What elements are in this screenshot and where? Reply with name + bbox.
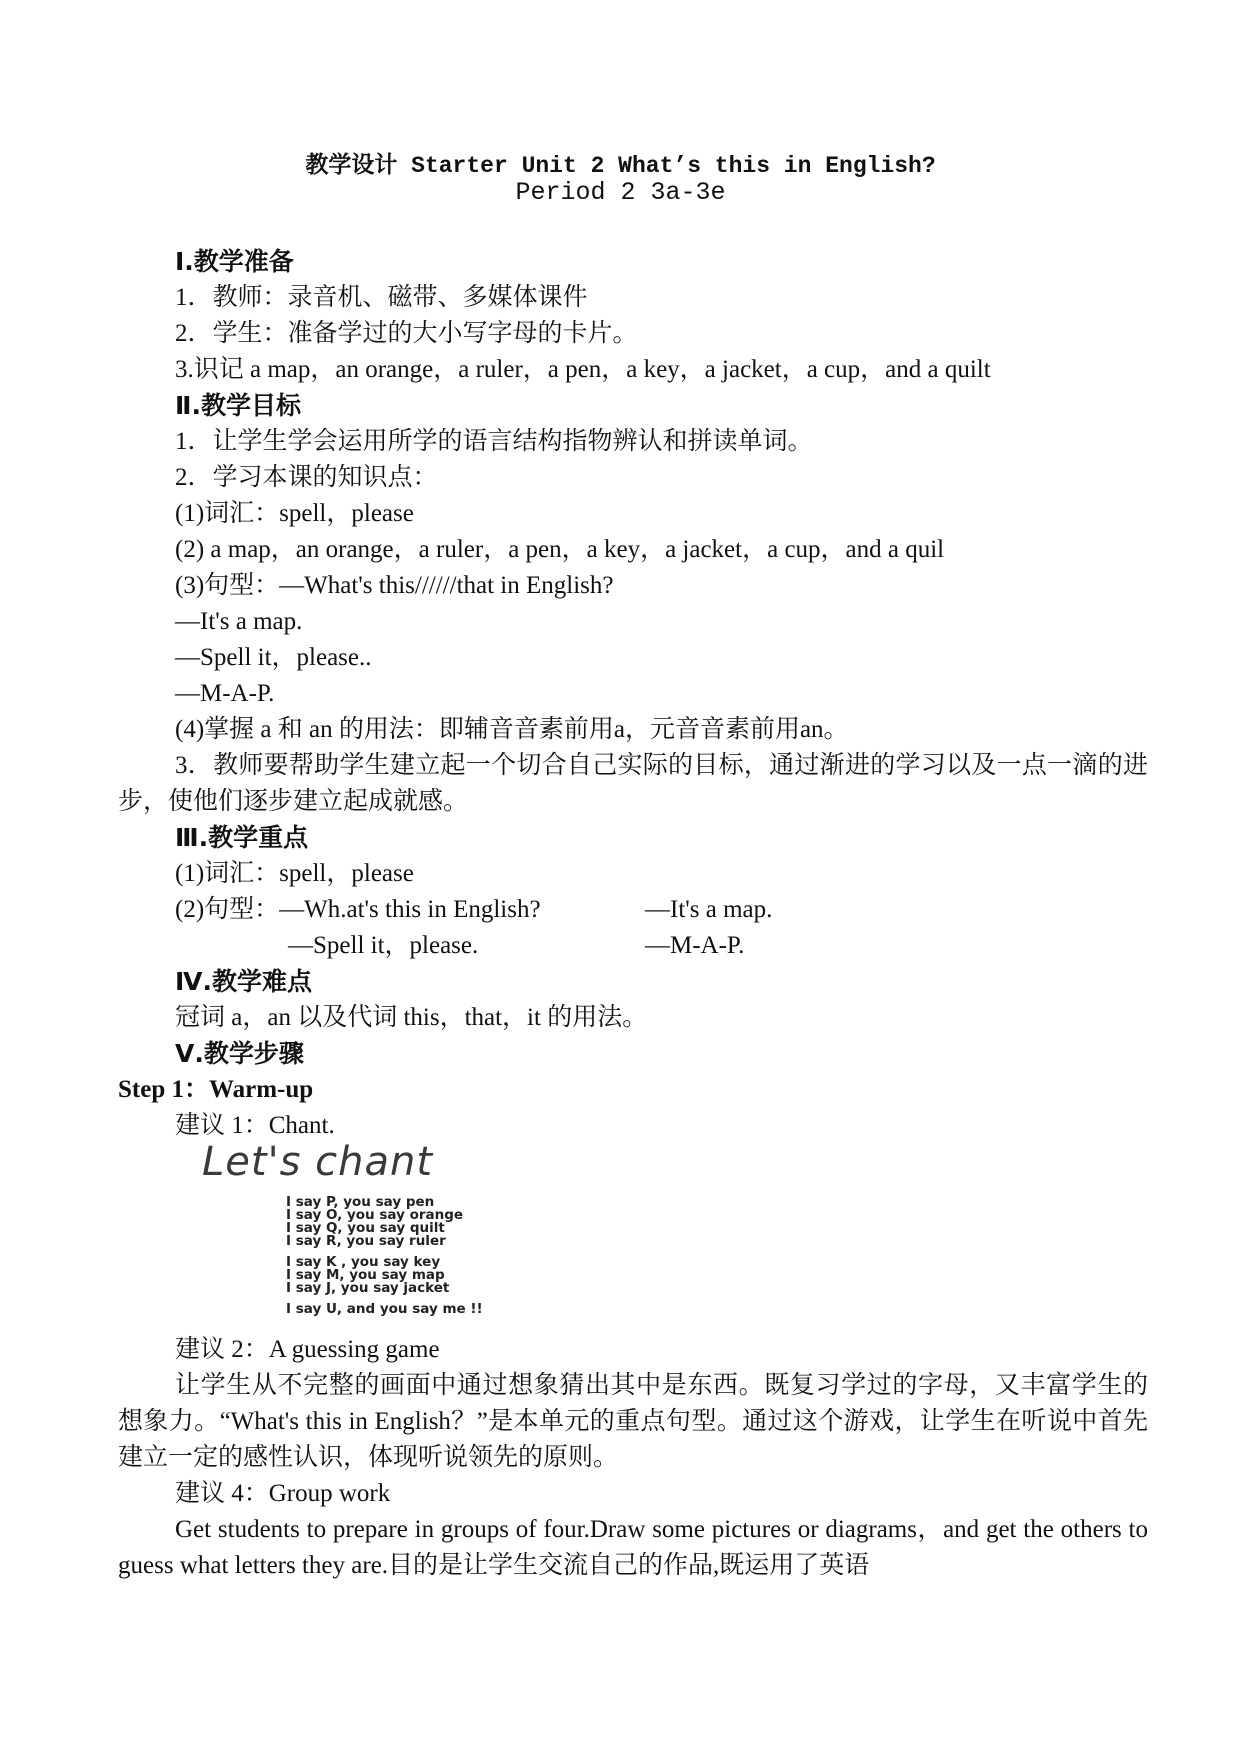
objective-item: 3．教师要帮助学生建立起一个切合自己实际的目标，通过渐进的学习以及一点一滴的进步，使他们逐步建立起成就感。 xyxy=(118,752,1148,815)
prep-item-student: 2．学生：准备学过的大小写字母的卡片。 xyxy=(175,320,638,347)
objective-item: 1．让学生学会运用所学的语言结构指物辨认和拼读单词。 xyxy=(175,428,813,455)
page-subtitle: Period 2 3a-3e xyxy=(515,178,726,207)
key-point-pattern-d: —M-A-P. xyxy=(645,932,745,959)
section-heading-preparation: Ⅰ.教学准备 xyxy=(175,247,294,276)
section-heading-key-points: Ⅲ.教学重点 xyxy=(175,823,309,852)
key-point-pattern-row xyxy=(118,892,1148,928)
suggestion-guessing-game: 建议 2：A guessing game xyxy=(175,1336,440,1363)
chant-title: Let's chant xyxy=(202,1139,434,1185)
group-work-text: Get students to prepare in groups of four.Draw some pictures or diagrams，and get the others to guess what letters they are.目的是让学生交流自己的作品,既运用了英语 xyxy=(118,1516,1148,1579)
objective-item: —M-A-P. xyxy=(175,680,275,707)
chant-line: I say K , you say key xyxy=(286,1254,441,1270)
objective-item: (4)掌握 a 和 an 的用法：即辅音音素前用a，元音音素前用an。 xyxy=(175,716,849,743)
chant-line: I say U, and you say me !! xyxy=(286,1301,483,1317)
prep-item-vocab: 3.识记 a map，an orange，a ruler，a pen，a key，a jacket，a cup，and a quilt xyxy=(175,356,991,383)
key-point-pattern-a: (2)句型：—Wh.at's this in English? xyxy=(175,896,541,923)
objective-item: 2．学习本课的知识点： xyxy=(175,464,438,491)
chant-line: I say M, you say map xyxy=(286,1267,445,1283)
chant-line: I say J, you say jacket xyxy=(286,1280,450,1296)
section-heading-steps: Ⅴ.教学步骤 xyxy=(175,1039,304,1068)
suggestion-group-work: 建议 4：Group work xyxy=(175,1480,391,1507)
key-point-pattern-row xyxy=(118,928,1148,964)
chant-line: I say Q, you say quilt xyxy=(286,1220,445,1236)
chant-lines xyxy=(286,1196,483,1316)
key-point-pattern-c: —Spell it，please. xyxy=(288,932,479,959)
difficulty-text: 冠词 a，an 以及代词 this，that，it 的用法。 xyxy=(175,1004,648,1031)
objective-item: (1)词汇：spell，please xyxy=(175,500,414,527)
objective-item: —It's a map. xyxy=(175,608,303,635)
page-title: 教学设计 Starter Unit 2 What’s this in English? xyxy=(305,153,936,179)
chant-image xyxy=(190,1139,590,1332)
suggestion-chant: 建议 1：Chant. xyxy=(175,1112,335,1139)
key-point-vocab: (1)词汇：spell，please xyxy=(175,860,414,887)
objective-item: (3)句型：—What's this//////that in English? xyxy=(175,572,614,599)
section-heading-difficulties: Ⅳ.教学难点 xyxy=(175,967,312,996)
document-body xyxy=(118,244,1148,1584)
prep-item-teacher: 1．教师：录音机、磁带、多媒体课件 xyxy=(175,284,588,311)
chant-line: I say O, you say orange xyxy=(286,1207,464,1223)
key-point-pattern-b: —It's a map. xyxy=(645,896,773,923)
objective-item: —Spell it，please.. xyxy=(175,644,372,671)
chant-line: I say P, you say pen xyxy=(286,1194,435,1210)
step-heading: Step 1：Warm-up xyxy=(118,1076,314,1103)
objective-item: (2) a map，an orange，a ruler，a pen，a key，a jacket，a cup，and a quil xyxy=(175,536,945,563)
section-heading-objectives: Ⅱ.教学目标 xyxy=(175,391,301,420)
guessing-game-text: 让学生从不完整的画面中通过想象猜出其中是东西。既复习学过的字母，又丰富学生的想象力。“What's this in English？”是本单元的重点句型。通过这个游戏，让学生在听说中首先建立一定的感性认识，体现听说领先的原则。 xyxy=(118,1372,1148,1471)
chant-line: I say R, you say ruler xyxy=(286,1233,446,1249)
